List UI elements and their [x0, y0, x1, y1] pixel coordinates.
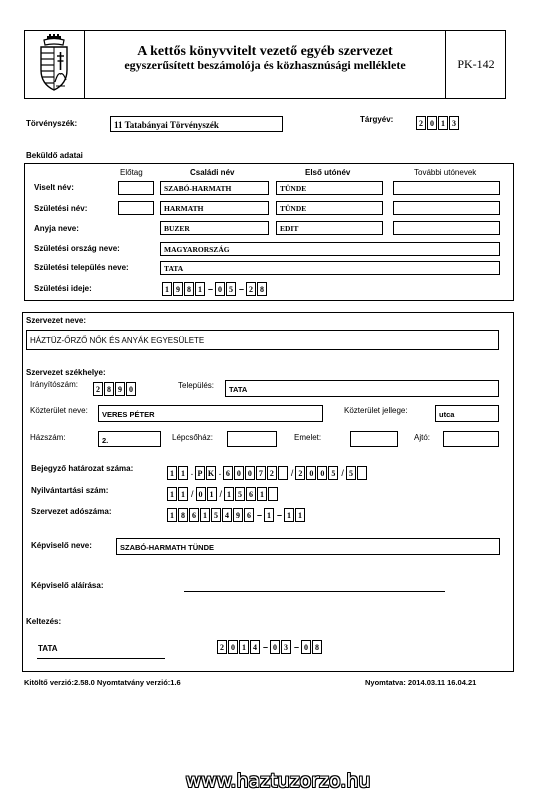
sender-section-title: Beküldő adatai: [26, 151, 83, 160]
floor-field[interactable]: [350, 431, 398, 447]
digit-cell: 3: [281, 640, 291, 654]
street-type-label: Közterület jellege:: [344, 406, 408, 415]
version-info: Kitöltő verzió:2.58.0 Nyomtatvány verzió:1.6: [24, 678, 181, 687]
door-field[interactable]: [443, 431, 499, 447]
form-title-line1: A kettős könyvvitelt vezető egyéb szervezet: [137, 44, 393, 59]
digit-cell: P: [195, 466, 205, 480]
house-field[interactable]: 2.: [98, 431, 161, 447]
birthname-first-field[interactable]: TÜNDE: [276, 201, 383, 215]
digit-cell: 2: [267, 466, 277, 480]
digit-cell: 1: [167, 508, 177, 522]
digit-cell: 1: [284, 508, 294, 522]
tax-label: Szervezet adószáma:: [31, 507, 112, 516]
col-other: További utónevek: [414, 168, 477, 177]
rep-label: Képviselő neve:: [31, 541, 92, 550]
record-label: Nyilvántartási szám:: [31, 486, 109, 495]
digit-cell: 6: [223, 466, 233, 480]
digit-cell: 1: [178, 466, 188, 480]
zip-field[interactable]: [93, 382, 137, 396]
court-label: Törvényszék:: [26, 119, 78, 128]
digit-cell: 7: [256, 466, 266, 480]
digit-cell: 1: [162, 282, 172, 296]
city-field[interactable]: TATA: [160, 261, 500, 275]
form-title-line2: egyszerűsített beszámolója és közhasznúsági melléklete: [124, 58, 406, 72]
mother-first-field[interactable]: EDIT: [276, 221, 383, 235]
digit-cell: 1: [178, 487, 188, 501]
town-label: Település:: [178, 381, 215, 390]
date-place-line[interactable]: [37, 658, 165, 659]
form-code: PK-142: [457, 57, 495, 71]
birthname-family-field[interactable]: HARMATH: [160, 201, 269, 215]
digit-cell: 8: [184, 282, 194, 296]
signature-line[interactable]: [184, 591, 445, 592]
digit-cell: 0: [126, 382, 136, 396]
digit-cell: 2: [246, 282, 256, 296]
street-label: Közterület neve:: [30, 406, 88, 415]
digit-cell: 3: [449, 116, 459, 130]
digit-cell: 0: [245, 466, 255, 480]
digit-cell: [278, 466, 288, 480]
digit-cell: 2: [217, 640, 227, 654]
zip-label: Irányítószám:: [30, 380, 79, 389]
birthdate-field[interactable]: 1 9 8 1 – 0 5 – 2 8: [162, 282, 268, 296]
name-prefix-field[interactable]: [118, 181, 154, 195]
digit-cell: 5: [226, 282, 236, 296]
name-label: Viselt név:: [34, 183, 74, 192]
digit-cell: 4: [222, 508, 232, 522]
date-place-value: TATA: [38, 644, 58, 653]
digit-cell: 8: [178, 508, 188, 522]
digit-cell: 1: [438, 116, 448, 130]
birthname-label: Születési név:: [34, 204, 88, 213]
country-label: Születési ország neve:: [34, 244, 120, 253]
col-prefix: Előtag: [120, 168, 143, 177]
digit-cell: 9: [115, 382, 125, 396]
digit-cell: 0: [228, 640, 238, 654]
house-label: Házszám:: [30, 433, 66, 442]
country-field[interactable]: MAGYARORSZÁG: [160, 242, 500, 256]
mother-label: Anyja neve:: [34, 224, 79, 233]
digit-cell: 8: [257, 282, 267, 296]
org-name-label: Szervezet neve:: [26, 316, 87, 325]
digit-cell: 6: [244, 508, 254, 522]
col-family: Családi név: [190, 168, 235, 177]
reg-decision-label: Bejegyző határozat száma:: [31, 464, 134, 473]
digit-cell: 9: [233, 508, 243, 522]
rep-field[interactable]: SZABÓ-HARMATH TÜNDE: [116, 538, 500, 555]
digit-cell: 5: [346, 466, 356, 480]
digit-cell: 0: [270, 640, 280, 654]
date-field[interactable]: 2 0 1 4 – 0 3 – 0 8: [217, 640, 323, 654]
tax-field[interactable]: 1 8 6 1 5 4 9 6 – 1 – 1 1: [167, 508, 306, 522]
digit-cell: 1: [195, 282, 205, 296]
mother-family-field[interactable]: BUZER: [160, 221, 269, 235]
digit-cell: 1: [239, 640, 249, 654]
digit-cell: 1: [207, 487, 217, 501]
digit-cell: 0: [234, 466, 244, 480]
digit-cell: 0: [317, 466, 327, 480]
digit-cell: 9: [173, 282, 183, 296]
year-field[interactable]: [416, 116, 460, 130]
digit-cell: 0: [215, 282, 225, 296]
year-label: Tárgyév:: [360, 115, 394, 124]
digit-cell: 2: [93, 382, 103, 396]
printed-info: Nyomtatva: 2014.03.11 16.04.21: [365, 678, 477, 687]
digit-cell: 4: [250, 640, 260, 654]
digit-cell: 1: [224, 487, 234, 501]
coat-of-arms-icon: [36, 34, 72, 92]
record-field[interactable]: 1 1 / 0 1 / 1 5 6 1: [167, 487, 279, 501]
city-label: Születési település neve:: [34, 263, 129, 272]
mother-other-field[interactable]: [393, 221, 500, 235]
digit-cell: [357, 466, 367, 480]
stair-label: Lépcsőház:: [172, 433, 213, 442]
street-field[interactable]: VERES PÉTER: [98, 405, 323, 422]
digit-cell: 1: [167, 487, 177, 501]
name-family-field[interactable]: SZABÓ-HARMATH: [160, 181, 269, 195]
digit-cell: 5: [211, 508, 221, 522]
stair-field[interactable]: [227, 431, 277, 447]
sign-label: Képviselő aláírása:: [31, 581, 104, 590]
digit-cell: 8: [104, 382, 114, 396]
col-first: Első utónév: [305, 168, 351, 177]
town-field[interactable]: TATA: [225, 380, 499, 397]
digit-cell: 0: [427, 116, 437, 130]
digit-cell: K: [206, 466, 216, 480]
digit-cell: 1: [295, 508, 305, 522]
digit-cell: 1: [264, 508, 274, 522]
digit-cell: 2: [416, 116, 426, 130]
door-label: Ajtó:: [414, 433, 431, 442]
digit-cell: 8: [312, 640, 322, 654]
birthname-other-field[interactable]: [393, 201, 500, 215]
digit-cell: 0: [196, 487, 206, 501]
digit-cell: 2: [295, 466, 305, 480]
digit-cell: 0: [301, 640, 311, 654]
watermark: www.haztuzorzo.hu: [185, 770, 371, 792]
court-field[interactable]: 11 Tatabányai Törvényszék: [110, 116, 283, 132]
birthname-prefix-field[interactable]: [118, 201, 154, 215]
org-name-field[interactable]: HÁZTÜZ-ŐRZŐ NŐK ÉS ANYÁK EGYESÜLETE: [26, 330, 499, 350]
date-place-label: Keltezés:: [26, 617, 62, 626]
digit-cell: 6: [189, 508, 199, 522]
digit-cell: 1: [257, 487, 267, 501]
street-type-field[interactable]: utca: [435, 405, 499, 422]
birthdate-label: Születési ideje:: [34, 284, 92, 293]
digit-cell: 1: [167, 466, 177, 480]
reg-decision-field[interactable]: 1 1 . P K . 6 0 0 7 2 / 2 0 0 5 / 5: [167, 466, 368, 480]
name-other-field[interactable]: [393, 181, 500, 195]
seat-label: Szervezet székhelye:: [26, 368, 106, 377]
floor-label: Emelet:: [294, 433, 322, 442]
digit-cell: 6: [246, 487, 256, 501]
digit-cell: 0: [306, 466, 316, 480]
digit-cell: [268, 487, 278, 501]
digit-cell: 1: [200, 508, 210, 522]
name-first-field[interactable]: TÜNDE: [276, 181, 383, 195]
digit-cell: 5: [328, 466, 338, 480]
digit-cell: 5: [235, 487, 245, 501]
